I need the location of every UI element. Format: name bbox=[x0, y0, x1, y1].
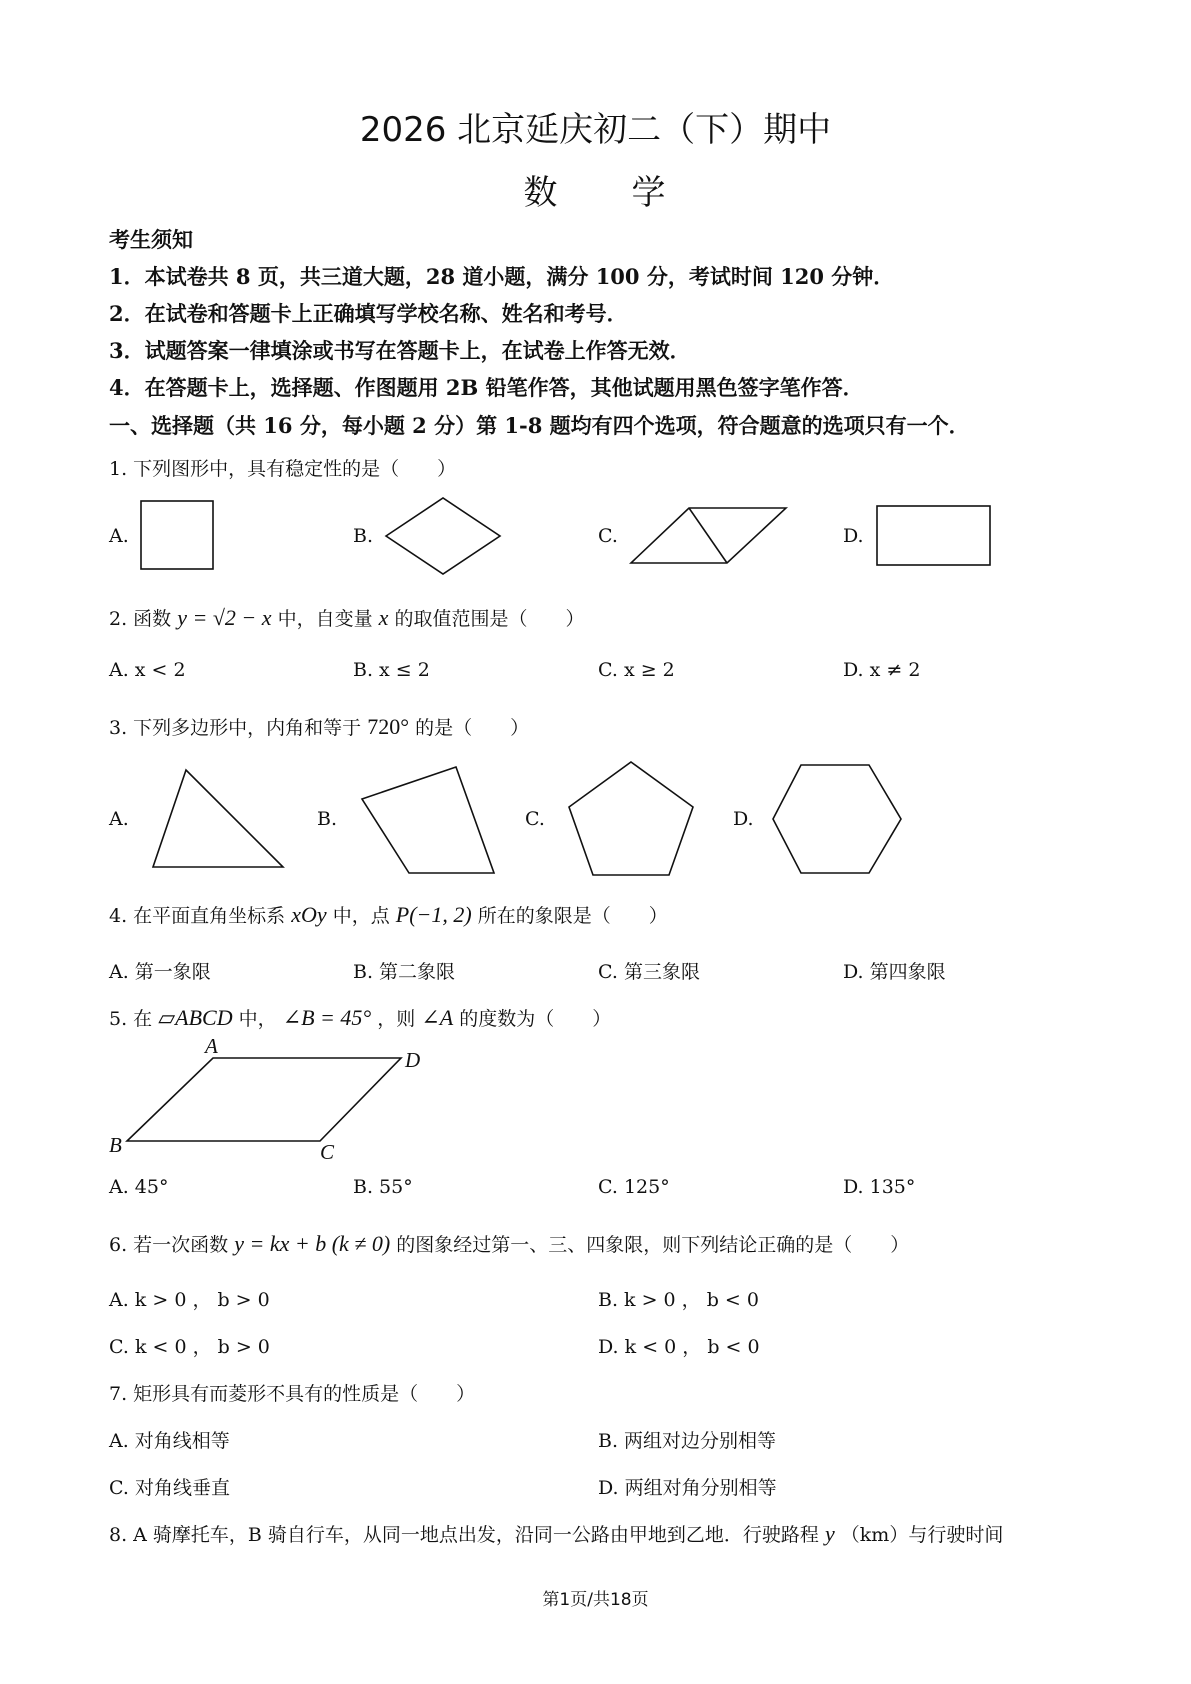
q7-option-d: D. 两组对角分别相等 bbox=[598, 1477, 777, 1499]
q3-label-d: D. bbox=[733, 808, 754, 830]
q7-option-b: B. 两组对边分别相等 bbox=[598, 1430, 777, 1452]
q5-vertex-c: C bbox=[320, 1140, 335, 1164]
q2-variable: x bbox=[378, 605, 389, 630]
q2-stem-c: 的取值范围是（ ） bbox=[394, 608, 585, 630]
question-8-stem bbox=[109, 1520, 1003, 1547]
q5-stem-b: 中， bbox=[238, 1008, 277, 1030]
q6-option-b: B. k > 0 ， b < 0 bbox=[598, 1289, 759, 1311]
q5-stem-a: 5. 在 bbox=[109, 1008, 153, 1030]
q7-option-a: A. 对角线相等 bbox=[109, 1430, 230, 1452]
q8-stem-a: 8. A 骑摩托车，B 骑自行车，从同一地点出发，沿同一公路由甲地到乙地．行驶路程 bbox=[109, 1524, 819, 1546]
q4-stem-a: 4. 在平面直角坐标系 bbox=[109, 905, 286, 927]
q5-vertex-a: A bbox=[205, 1034, 218, 1058]
q5-stem-d: 的度数为（ ） bbox=[459, 1008, 612, 1030]
notice-item-4: 4．在答题卡上，选择题、作图题用 2B 铅笔作答，其他试题用黑色签字笔作答． bbox=[109, 375, 864, 400]
q1-label-c: C. bbox=[598, 525, 618, 547]
q5-angle-b: ∠B = 45° bbox=[282, 1005, 372, 1030]
q4-option-c: C. 第三象限 bbox=[598, 961, 700, 983]
subject-title: 数 学 bbox=[523, 173, 668, 213]
q5-option-d: D. 135° bbox=[843, 1176, 916, 1198]
q3-label-a: A. bbox=[109, 808, 129, 830]
q8-variable-y: y bbox=[824, 1521, 835, 1546]
q8-stem-b: （km）与行驶时间 bbox=[840, 1524, 1004, 1546]
question-1-stem: 1. 下列图形中，具有稳定性的是（ ） bbox=[109, 458, 457, 480]
q4-point: P(−1, 2) bbox=[395, 902, 472, 927]
q6-option-c: C. k < 0 ， b > 0 bbox=[109, 1336, 270, 1358]
page-title: 2026 北京延庆初二（下）期中 bbox=[359, 110, 832, 150]
q4-option-b: B. 第二象限 bbox=[353, 961, 456, 983]
q4-coordinate-system: xOy bbox=[291, 902, 327, 927]
q3-stem-a: 3. 下列多边形中，内角和等于 bbox=[109, 717, 362, 739]
q4-option-d: D. 第四象限 bbox=[843, 961, 946, 983]
q6-stem-a: 6. 若一次函数 bbox=[109, 1234, 229, 1256]
q5-angle-a: ∠A bbox=[421, 1005, 454, 1030]
q2-function-expr: y = √2 − x bbox=[177, 605, 272, 630]
q2-option-b: B. x ≤ 2 bbox=[353, 659, 430, 681]
q5-stem-c: ，则 bbox=[377, 1008, 416, 1030]
q5-vertex-b: B bbox=[109, 1133, 122, 1157]
q7-option-c: C. 对角线垂直 bbox=[109, 1477, 230, 1499]
q5-option-c: C. 125° bbox=[598, 1176, 670, 1198]
notice-item-3: 3．试题答案一律填涂或书写在答题卡上，在试卷上作答无效． bbox=[109, 338, 691, 363]
q2-option-c: C. x ≥ 2 bbox=[598, 659, 675, 681]
q5-vertex-d: D bbox=[405, 1048, 421, 1072]
q2-option-d: D. x ≠ 2 bbox=[843, 659, 921, 681]
notice-item-2: 2．在试卷和答题卡上正确填写学校名称、姓名和考号． bbox=[109, 301, 628, 326]
section-heading: 一、选择题（共 16 分，每小题 2 分）第 1-8 题均有四个选项，符合题意的选项只有一个． bbox=[109, 413, 970, 438]
q4-option-a: A. 第一象限 bbox=[109, 961, 211, 983]
q6-option-a: A. k > 0 ， b > 0 bbox=[109, 1289, 270, 1311]
q2-option-a: A. x < 2 bbox=[109, 659, 186, 681]
q3-label-b: B. bbox=[317, 808, 338, 830]
page-number-footer: 第1页/共18页 bbox=[542, 1590, 649, 1610]
q3-label-c: C. bbox=[525, 808, 545, 830]
q2-stem-b: 中，自变量 bbox=[277, 608, 373, 630]
question-6-stem bbox=[109, 1230, 909, 1257]
question-7-stem: 7. 矩形具有而菱形不具有的性质是（ ） bbox=[109, 1383, 476, 1405]
q1-label-d: D. bbox=[843, 525, 864, 547]
q5-option-b: B. 55° bbox=[353, 1176, 413, 1198]
notice-item-1: 1．本试卷共 8 页，共三道大题，28 道小题，满分 100 分，考试时间 120 分钟． bbox=[109, 264, 895, 289]
q5-parallelogram-name: ▱ABCD bbox=[158, 1005, 233, 1030]
notice-heading: 考生须知 bbox=[109, 227, 193, 252]
q1-label-b: B. bbox=[353, 525, 374, 547]
q3-stem-b: 的是（ ） bbox=[415, 717, 530, 739]
q4-stem-b: 中，点 bbox=[332, 905, 390, 927]
q1-label-a: A. bbox=[109, 525, 129, 547]
q3-angle-value: 720° bbox=[367, 714, 410, 739]
q2-stem-a: 2. 函数 bbox=[109, 608, 172, 630]
q4-stem-c: 所在的象限是（ ） bbox=[477, 905, 668, 927]
q6-option-d: D. k < 0 ， b < 0 bbox=[598, 1336, 760, 1358]
q6-stem-b: 的图象经过第一、三、四象限，则下列结论正确的是（ ） bbox=[396, 1234, 910, 1256]
q6-function-expr: y = kx + b (k ≠ 0) bbox=[234, 1231, 391, 1256]
q5-option-a: A. 45° bbox=[109, 1176, 169, 1198]
